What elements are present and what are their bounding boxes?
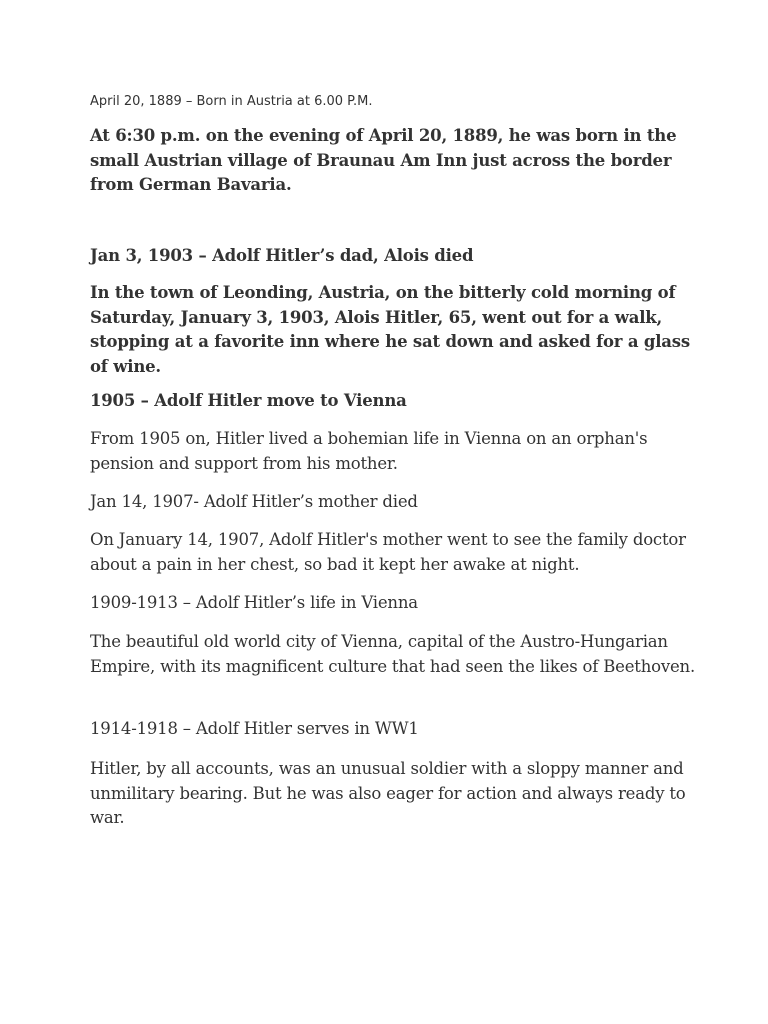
entry-1914-text: Hitler, by all accounts, was an unusual soldier with a sloppy manner and unmilitary bearing. But he was also eager for action and always ready to war. xyxy=(90,759,686,827)
entry-1903-text: In the town of Leonding, Austria, on the bitterly cold morning of Saturday, January 3, 1903, Alois Hitler, 65, went out for a walk, stopping at a favorite inn where he sat down and asked for a glass of wine. xyxy=(90,283,690,376)
entry-1905-text: From 1905 on, Hitler lived a bohemian life in Vienna on an orphan's pension and support from his mother. xyxy=(90,429,648,473)
entry-1903-date-line: Jan 3, 1903 – Adolf Hitler’s dad, Alois died xyxy=(90,246,474,265)
entry-1905-date-line: 1905 – Adolf Hitler move to Vienna xyxy=(90,391,407,410)
entry-1889-text: At 6:30 p.m. on the evening of April 20, 1889, he was born in the small Austrian village of Braunau Am Inn just across the border from German Bavaria. xyxy=(90,126,677,194)
entry-1909-text: The beautiful old world city of Vienna, capital of the Austro-Hungarian Empire, with its magnificent culture that had seen the likes of Beethoven. xyxy=(90,632,696,676)
entry-1907-text: On January 14, 1907, Adolf Hitler's mother went to see the family doctor about a pain in her chest, so bad it kept her awake at night. xyxy=(90,530,686,574)
entry-1909-date-line: 1909-1913 – Adolf Hitler’s life in Vienna xyxy=(90,593,418,612)
entry-1914-date-line: 1914-1918 – Adolf Hitler serves in WW1 xyxy=(90,719,419,738)
entry-1907-date-line: Jan 14, 1907- Adolf Hitler’s mother died xyxy=(90,492,418,511)
entry-1889-date-line: April 20, 1889 – Born in Austria at 6.00 P.M. xyxy=(90,94,373,109)
